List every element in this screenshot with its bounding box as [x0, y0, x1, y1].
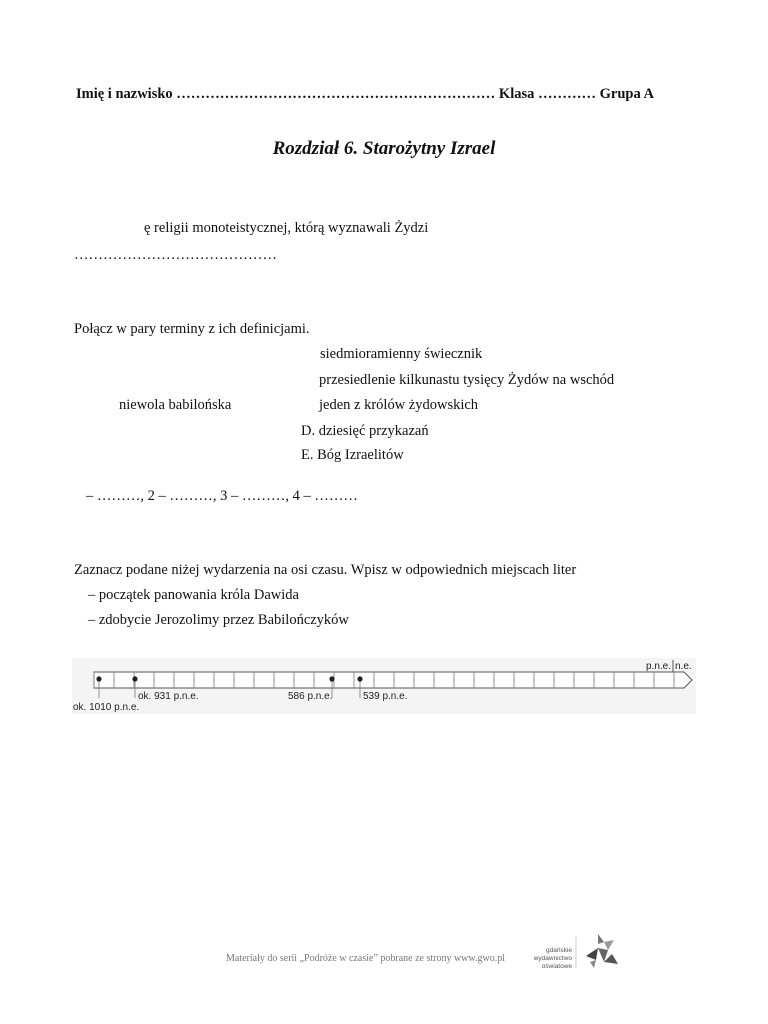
page-title: Rozdział 6. Starożytny Izrael — [272, 138, 496, 159]
era-label-bc: p.n.e. — [646, 661, 672, 672]
definition-d: D. dziesięć przykazań — [301, 423, 429, 439]
footer-source-note: Materiały do serii „Podróże w czasie” pobrane ze strony www.gwo.pl — [226, 953, 505, 964]
timeline — [72, 658, 696, 718]
logo-line-1: gdańskie — [545, 947, 572, 954]
task1-prompt: ę religii monoteistycznej, którą wyznawali Żydzi — [144, 220, 429, 236]
task3-prompt: Zaznacz podane niżej wydarzenia na osi czasu. Wpisz w odpowiednich miejscach liter — [74, 562, 577, 578]
logo-line-2: wydawnictwo — [533, 955, 572, 962]
definition-c: jeden z królów żydowskich — [319, 397, 479, 413]
definition-b: przesiedlenie kilkunastu tysięcy Żydów na wschód — [319, 372, 615, 388]
task2-prompt: Połącz w pary terminy z ich definicjami. — [74, 321, 310, 337]
publisher-logo — [528, 930, 624, 972]
definition-e: E. Bóg Izraelitów — [301, 447, 404, 463]
logo-line-3: oświatowe — [541, 963, 572, 970]
timeline-graphic — [72, 658, 696, 718]
term-niewola: niewola babilońska — [119, 397, 232, 413]
task2-answer-line: – ………, 2 – ………, 3 – ………, 4 – ……… — [86, 488, 358, 504]
event-dot-586 — [329, 676, 334, 681]
date-label-539: 539 p.n.e. — [363, 691, 408, 702]
date-label-931: ok. 931 p.n.e. — [138, 691, 199, 702]
event-dot-1010 — [96, 676, 101, 681]
student-header-line: Imię i nazwisko ………………………………………………………… Klasa ………… Grupa A — [76, 86, 655, 102]
event-dot-931 — [132, 676, 137, 681]
era-label-ad: n.e. — [675, 661, 692, 672]
definition-a: siedmioramienny świecznik — [320, 346, 483, 362]
task3-event-1: – początek panowania króla Dawida — [88, 587, 299, 603]
date-label-1010: ok. 1010 p.n.e. — [73, 702, 140, 713]
logo-mark-icon — [586, 934, 618, 968]
event-dot-539 — [357, 676, 362, 681]
task1-answer-line: …………………………………… — [74, 247, 277, 263]
date-label-586: 586 p.n.e. — [288, 691, 333, 702]
task3-event-2: – zdobycie Jerozolimy przez Babilończyków — [88, 612, 349, 628]
